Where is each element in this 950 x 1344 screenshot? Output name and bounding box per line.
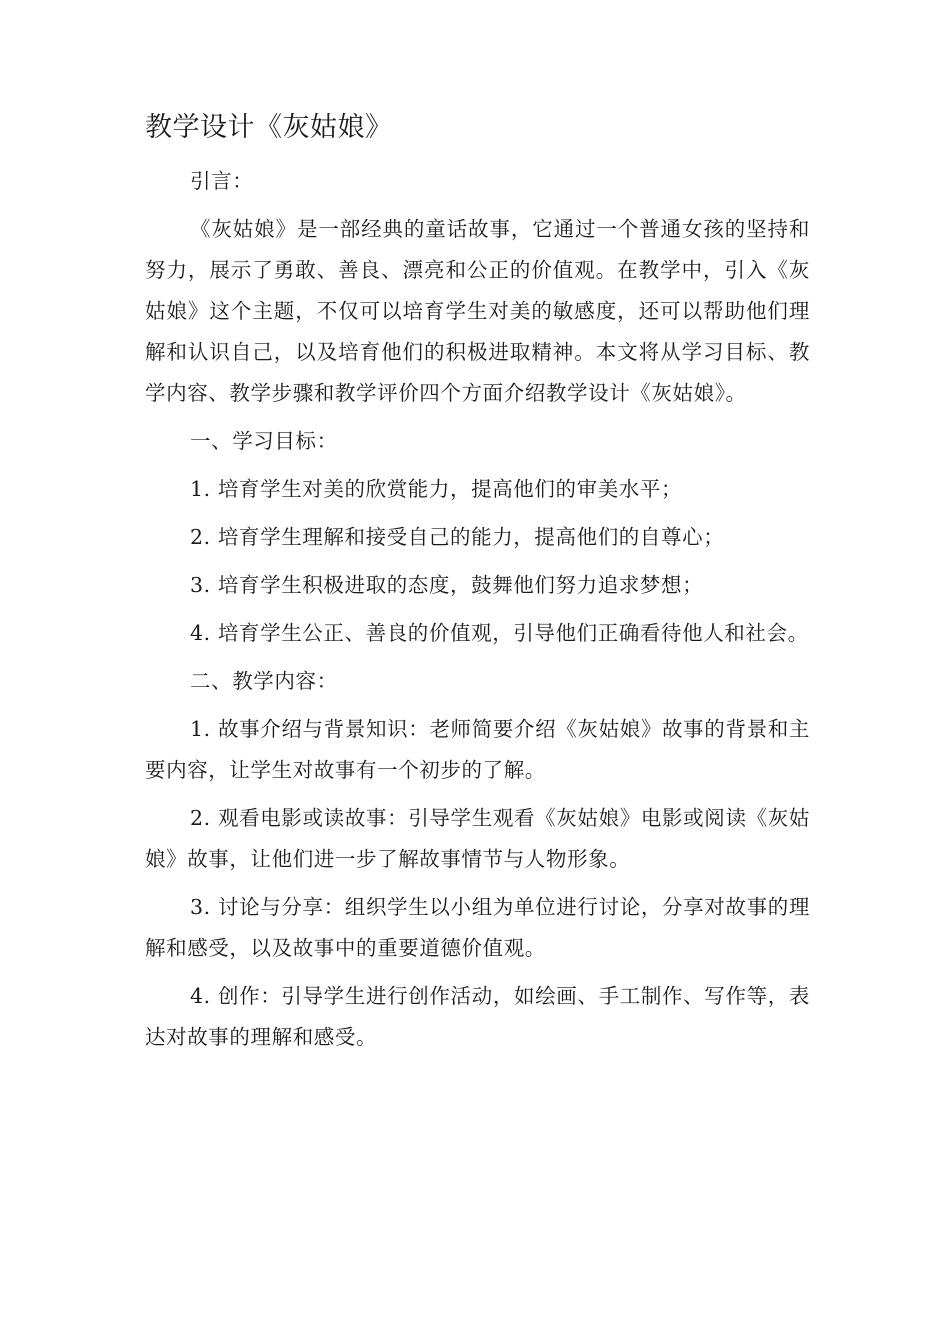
list-item-text: 培育学生理解和接受自己的能力，提高他们的自尊心； bbox=[217, 525, 725, 549]
list-item-number: 3. bbox=[190, 895, 211, 919]
list-item bbox=[145, 798, 810, 880]
intro-label: 引言： bbox=[190, 169, 254, 193]
list-item-text: 培育学生积极进取的态度，鼓舞他们努力追求梦想； bbox=[217, 573, 704, 597]
list-item-number: 2. bbox=[190, 806, 211, 830]
list-item-number: 1. bbox=[190, 477, 211, 501]
list-item-text: 故事介绍与背景知识：老师简要介绍《灰姑娘》故事的背景和主要内容，让学生对故事有一个初步的了解。 bbox=[145, 717, 810, 782]
list-item-number: 4. bbox=[190, 984, 211, 1008]
list-item bbox=[145, 887, 810, 969]
list-item-text: 观看电影或读故事：引导学生观看《灰姑娘》电影或阅读《灰姑娘》故事，让他们进一步了解故事情节与人物形象。 bbox=[145, 806, 810, 871]
list-item bbox=[145, 976, 810, 1058]
section-heading-learning-goals: 一、学习目标： bbox=[190, 429, 338, 453]
section-heading-teaching-content: 二、教学内容： bbox=[190, 669, 338, 693]
list-item-number: 2. bbox=[190, 525, 211, 549]
list-item-number: 4. bbox=[190, 621, 211, 645]
list-item bbox=[145, 565, 810, 606]
list-item-text: 创作：引导学生进行创作活动，如绘画、手工制作、写作等，表达对故事的理解和感受。 bbox=[145, 984, 810, 1049]
list-item-number: 1. bbox=[190, 717, 211, 741]
list-item-text: 讨论与分享：组织学生以小组为单位进行讨论，分享对故事的理解和感受，以及故事中的重要道德价值观。 bbox=[145, 895, 810, 960]
list-item bbox=[145, 709, 810, 791]
list-item-text: 培育学生对美的欣赏能力，提高他们的审美水平； bbox=[217, 477, 683, 501]
list-item bbox=[145, 613, 810, 654]
intro-paragraph: 《灰姑娘》是一部经典的童话故事，它通过一个普通女孩的坚持和努力，展示了勇敢、善良、漂亮和公正的价值观。在教学中，引入《灰姑娘》这个主题，不仅可以培育学生对美的敏感度，还可以帮助他们理解和认识自己，以及培育他们的积极进取精神。本文将从学习目标、教学内容、教学步骤和教学评价四个方面介绍教学设计《灰姑娘》。 bbox=[145, 217, 810, 405]
list-item bbox=[145, 469, 810, 510]
document-page bbox=[145, 108, 810, 1065]
list-item-number: 3. bbox=[190, 573, 211, 597]
list-item-text: 培育学生公正、善良的价值观，引导他们正确看待他人和社会。 bbox=[217, 621, 809, 645]
list-item bbox=[145, 517, 810, 558]
document-title: 教学设计《灰姑娘》 bbox=[145, 112, 393, 143]
